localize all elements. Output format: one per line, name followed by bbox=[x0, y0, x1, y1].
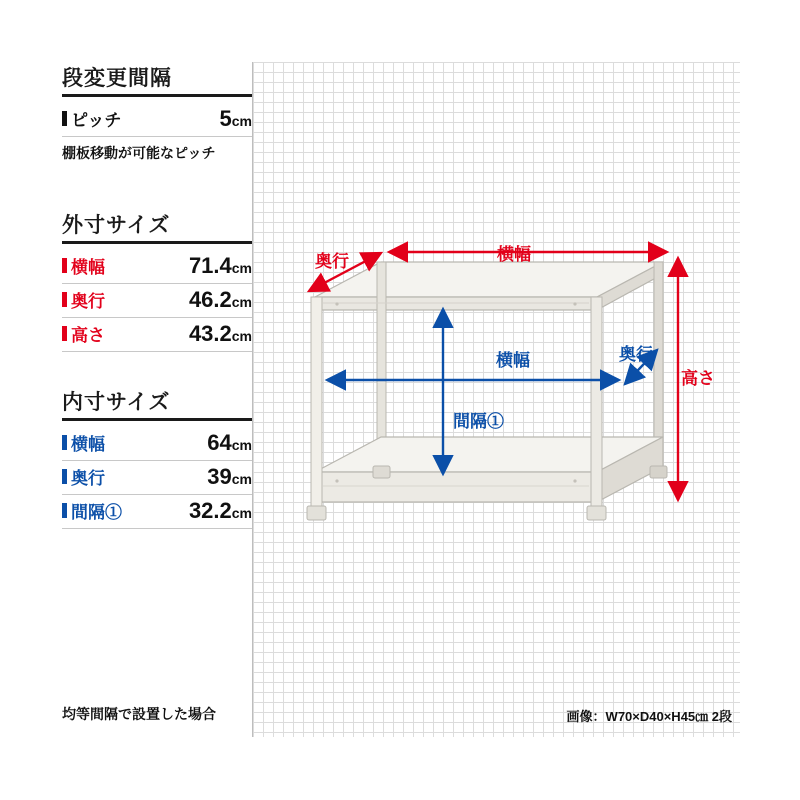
spec-value-pitch: 5cm bbox=[219, 106, 252, 131]
spec-value-outer-width: 71.4cm bbox=[188, 253, 252, 278]
spec-value-outer-height: 43.2cm bbox=[188, 321, 252, 346]
spec-section-outer bbox=[62, 209, 252, 352]
spec-label-inner-width: 横幅 bbox=[62, 430, 105, 455]
spec-label-inner-depth: 奥行 bbox=[62, 464, 105, 489]
spacer bbox=[62, 163, 252, 209]
spec-value-inner-depth: 39cm bbox=[207, 464, 252, 489]
spacer bbox=[62, 352, 252, 386]
label-outer-height: 高さ bbox=[681, 369, 715, 388]
spec-row-outer-width bbox=[62, 250, 252, 284]
spec-label-inner-gap: 間隔① bbox=[62, 498, 122, 523]
section-title-outer: 外寸サイズ bbox=[62, 214, 171, 237]
bullet-icon bbox=[62, 503, 67, 518]
bullet-icon bbox=[62, 292, 67, 307]
section-rule bbox=[62, 241, 252, 244]
spec-row-pitch bbox=[62, 103, 252, 137]
spec-row-inner-depth bbox=[62, 461, 252, 495]
label-inner-width: 横幅 bbox=[496, 351, 530, 370]
bullet-icon bbox=[62, 435, 67, 450]
bullet-icon bbox=[62, 111, 67, 126]
pitch-note: 棚板移動が可能なピッチ bbox=[62, 145, 216, 161]
bullet-icon bbox=[62, 258, 67, 273]
spec-section-inner bbox=[62, 386, 252, 529]
spec-value-inner-width: 64cm bbox=[207, 430, 252, 455]
section-title-inner: 内寸サイズ bbox=[62, 391, 171, 414]
bullet-icon bbox=[62, 469, 67, 484]
spec-value-inner-gap: 32.2cm bbox=[188, 498, 252, 523]
spec-label-outer-height: 高さ bbox=[62, 321, 105, 346]
shelf-illustration bbox=[253, 62, 740, 737]
spec-row-outer-height bbox=[62, 318, 252, 352]
spec-label-pitch: ピッチ bbox=[62, 106, 121, 131]
label-outer-width: 横幅 bbox=[497, 245, 531, 264]
spec-row-inner-gap bbox=[62, 495, 252, 529]
spec-row-outer-depth bbox=[62, 284, 252, 318]
section-rule bbox=[62, 94, 252, 97]
footnote: 均等間隔で設置した場合 bbox=[62, 706, 216, 722]
label-inner-gap: 間隔① bbox=[453, 412, 504, 431]
spec-row-inner-width bbox=[62, 427, 252, 461]
spec-label-outer-depth: 奥行 bbox=[62, 287, 105, 312]
spec-value-outer-depth: 46.2cm bbox=[188, 287, 252, 312]
bullet-icon bbox=[62, 326, 67, 341]
spec-label-outer-width: 横幅 bbox=[62, 253, 105, 278]
figure-area bbox=[252, 62, 740, 737]
label-outer-depth: 奥行 bbox=[315, 252, 349, 271]
spec-section-pitch bbox=[62, 62, 252, 163]
shelf-unit bbox=[307, 262, 667, 520]
section-rule bbox=[62, 418, 252, 421]
label-inner-depth: 奥行 bbox=[619, 345, 653, 364]
figure-caption: 画像：W70×D40×H45㎝ 2段 bbox=[566, 709, 732, 724]
spec-panel bbox=[62, 62, 252, 737]
section-title-pitch: 段変更間隔 bbox=[62, 67, 172, 90]
